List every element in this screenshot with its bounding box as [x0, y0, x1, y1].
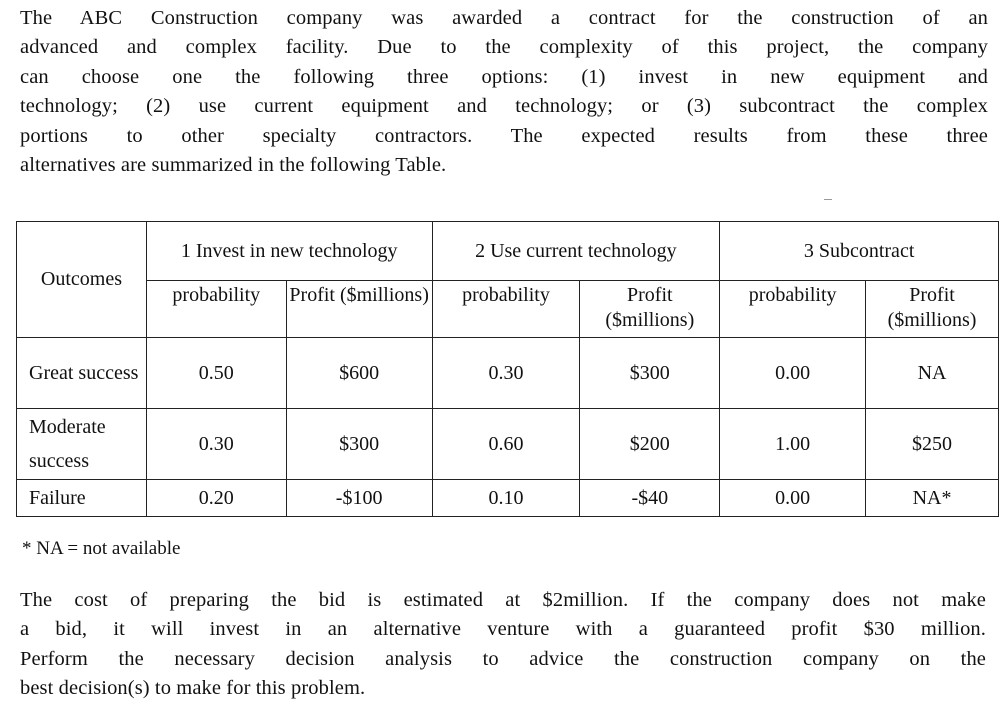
table-cell: $600 [286, 338, 432, 409]
table-cell: NA* [866, 480, 999, 517]
table-subheader-row [17, 281, 999, 338]
results-table [16, 221, 999, 517]
table-cell: 1.00 [720, 409, 866, 480]
table-cell: -$40 [580, 480, 720, 517]
closing-paragraph [20, 586, 986, 704]
table-cell: $300 [580, 338, 720, 409]
table-row [17, 409, 999, 480]
table-cell: 0.60 [432, 409, 580, 480]
table-cell: -$100 [286, 480, 432, 517]
option-1-header: 1 Invest in new technology [146, 222, 432, 281]
table-cell: 0.00 [720, 338, 866, 409]
table-cell: 0.50 [146, 338, 286, 409]
option-3-profit-header: Profit ($millions) [866, 281, 999, 338]
table-cell: 0.20 [146, 480, 286, 517]
outcomes-header: Outcomes [17, 222, 147, 338]
footnote: * NA = not available [22, 538, 181, 559]
intro-line: can choose one the following three options: (1) invest in new equipment and [20, 65, 988, 88]
table-row [17, 338, 999, 409]
intro-line: The ABC Construction company was awarded a contract for the construction of an [20, 7, 988, 29]
table-cell: 0.30 [146, 409, 286, 480]
option-1-profit-header: Profit ($millions) [286, 281, 432, 338]
table-cell: $200 [580, 409, 720, 480]
table-cell: $300 [286, 409, 432, 480]
table-cell: 0.00 [720, 480, 866, 517]
intro-line: technology; (2) use current equipment and technology; or (3) subcontract the complex [20, 95, 988, 118]
outcome-label: Moderate success [17, 409, 147, 480]
table-cell: $250 [866, 409, 999, 480]
closing-line: best decision(s) to make for this problem. [20, 677, 366, 700]
table-row [17, 480, 999, 517]
table-header-row [17, 222, 999, 281]
table-cell: 0.30 [432, 338, 580, 409]
option-3-header: 3 Subcontract [720, 222, 999, 281]
closing-line: a bid, it will invest in an alternative venture with a guaranteed profit $30 million. [20, 618, 986, 641]
closing-line: The cost of preparing the bid is estimated at $2million. If the company does not make [20, 589, 986, 611]
intro-line: advanced and complex facility. Due to the complexity of this project, the company [20, 36, 988, 59]
table-cell: NA [866, 338, 999, 409]
option-2-header: 2 Use current technology [432, 222, 720, 281]
intro-line: portions to other specialty contractors. The expected results from these three [20, 124, 988, 147]
option-2-profit-header: Profit ($millions) [580, 281, 720, 338]
option-1-probability-header: probability [146, 281, 286, 338]
intro-line: alternatives are summarized in the following Table. [20, 154, 447, 177]
outcome-label: Failure [17, 480, 147, 517]
table-cell: 0.10 [432, 480, 580, 517]
scan-mark [824, 199, 832, 200]
option-3-probability-header: probability [720, 281, 866, 338]
intro-paragraph [20, 4, 988, 180]
outcome-label: Great success [17, 338, 147, 409]
closing-line: Perform the necessary decision analysis to advice the construction company on the [20, 647, 986, 670]
option-2-probability-header: probability [432, 281, 580, 338]
